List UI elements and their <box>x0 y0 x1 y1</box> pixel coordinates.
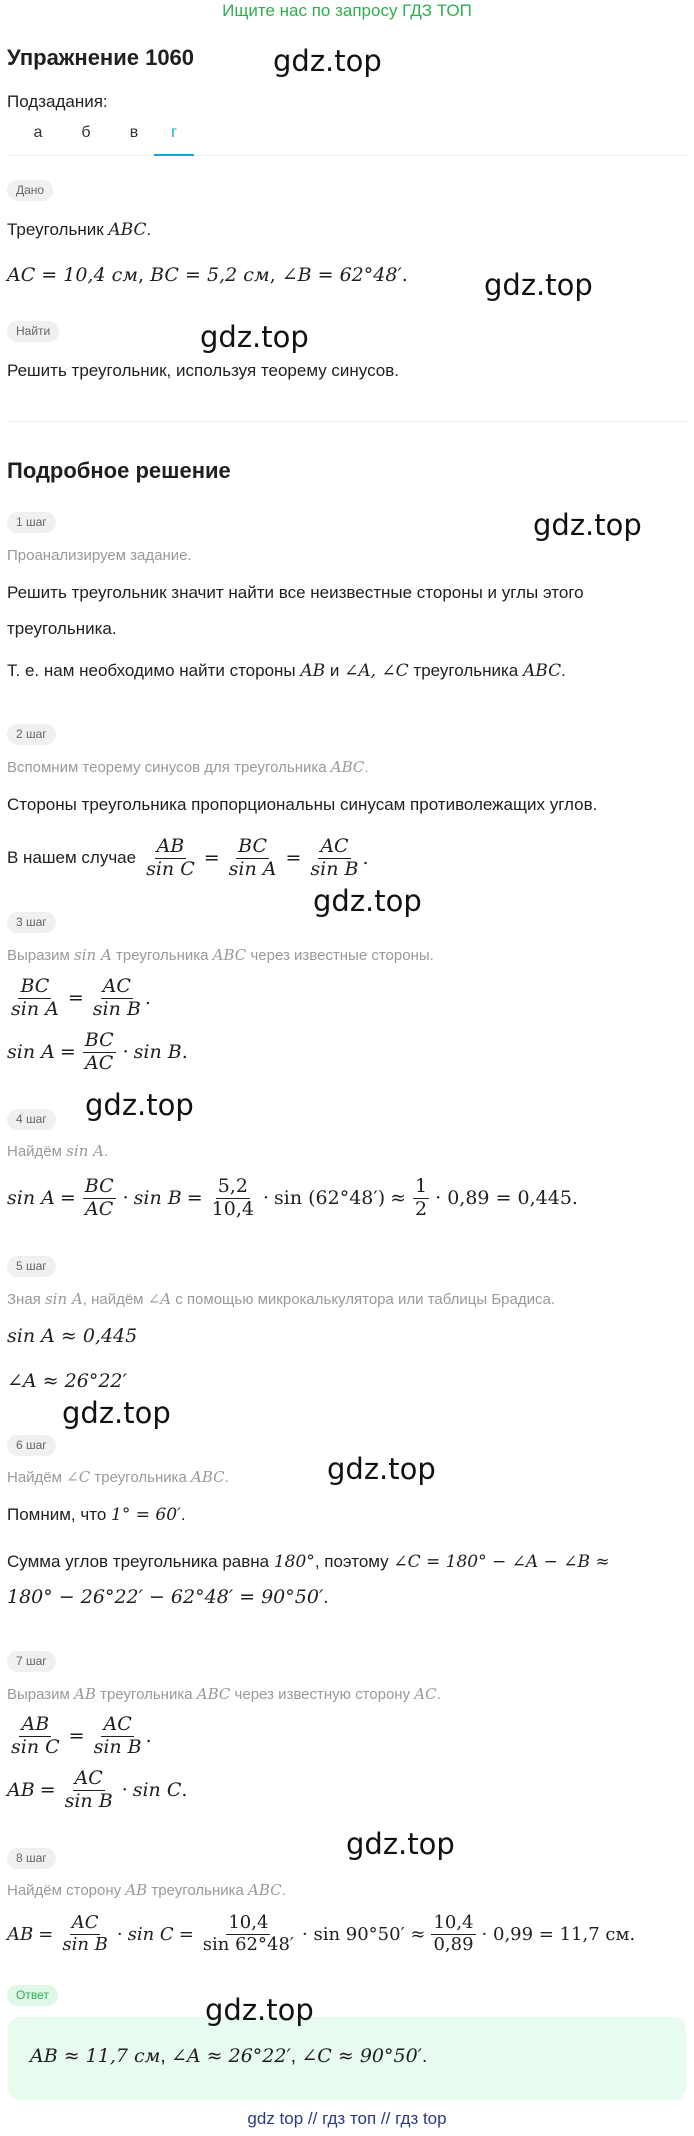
step-7-pill: 7 шаг <box>7 1651 56 1672</box>
divider <box>8 421 688 422</box>
tab-a[interactable]: а <box>33 124 43 141</box>
step-3-formula-1: $\frac{BC}{\text{sin A}}$ = $\frac{AC}{\text{sin B}}$ . <box>11 974 151 1020</box>
step-2-note-c: . <box>364 759 369 776</box>
step-1-line3 <box>7 661 566 681</box>
step-6-line2-c: , поэтому <box>314 1552 394 1571</box>
fraction <box>83 1176 116 1221</box>
denominator: sin B <box>310 857 359 880</box>
step-1-note: Проанализируем задание. <box>7 547 192 564</box>
step-3-pill: 3 шаг <box>7 912 56 933</box>
denominator: sin A <box>228 857 277 880</box>
answer-angle-a: ∠A ≈ 26°22′ <box>170 2045 291 2067</box>
step-8-note-d: ABC <box>248 1881 282 1899</box>
denominator: sin B <box>62 1933 108 1955</box>
numerator: AC <box>74 1766 103 1789</box>
step-4-formula: sin A = $\frac{BC}{AC}$ · sin B = $\frac{5,2}{10,4}$ · sin (62°48′) ≈ $\frac{1}{2}$ · 0,89 = 0,445. <box>7 1174 578 1220</box>
step-6-note-c: треугольника <box>90 1469 192 1486</box>
step-2-note-b: ABC <box>330 758 365 776</box>
step-7-note-c: треугольника <box>95 1686 197 1703</box>
answer-text <box>30 2045 427 2068</box>
step-8-note <box>7 1881 286 1899</box>
denominator: sin A <box>11 997 59 1020</box>
fraction <box>210 1176 256 1221</box>
step-7-note-b: AB <box>74 1685 96 1703</box>
step-7-note-a: Выразим <box>7 1686 75 1703</box>
numerator: BC <box>20 974 50 997</box>
fraction <box>92 1714 144 1759</box>
answer-sep-2: , <box>290 2046 302 2067</box>
numerator: 10,4 <box>433 1911 474 1933</box>
step-5-note-e: с помощью микрокалькулятора или таблицы Брадиса. <box>171 1291 555 1308</box>
sin-b: sin B <box>133 1041 182 1063</box>
step-8-note-a: Найдём сторону <box>7 1882 126 1899</box>
search-hint-banner: Ищите нас по запросу ГДЗ ТОП <box>222 1 472 20</box>
step-6-note-a: Найдём <box>7 1469 67 1486</box>
numerator: BC <box>84 1174 114 1197</box>
fraction <box>60 1913 110 1955</box>
numerator: 10,4 <box>228 1911 269 1933</box>
step-7-formula-1: $\frac{AB}{\text{sin C}}$ = $\frac{AC}{\text{sin B}}$ . <box>11 1712 152 1758</box>
step-3-note-e: через известные стороны. <box>246 947 434 964</box>
step-6-note <box>7 1468 229 1486</box>
step-5-note <box>7 1290 555 1308</box>
step-6-note-e: . <box>224 1469 229 1486</box>
step-7-note-d: ABC <box>196 1685 231 1703</box>
step-2-formula: В нашем случае $\frac{AB}{\text{sin C}}$ = $\frac{BC}{\text{sin A}}$ = $\frac{AC}{\text{sin B}}$ . <box>7 834 369 880</box>
step-6-line1-c: . <box>180 1505 186 1524</box>
fraction <box>227 836 279 881</box>
watermark: gdz.top <box>62 1396 171 1430</box>
numerator: AC <box>102 974 131 997</box>
answer-pill: Ответ <box>7 1985 58 2006</box>
step-3-note-a: Выразим <box>7 947 75 964</box>
step-1-text-g: . <box>561 661 566 680</box>
step-5-note-d: ∠A <box>147 1290 172 1308</box>
fraction <box>413 1176 429 1221</box>
step-1-text-d: ∠A, ∠C <box>344 661 409 681</box>
denominator: sin C <box>146 857 195 880</box>
step-5-line2: ∠A ≈ 26°22′ <box>7 1370 127 1392</box>
watermark: gdz.top <box>273 44 382 78</box>
step-3-note-c: треугольника <box>111 947 213 964</box>
step-1-text-b: AB <box>300 661 326 681</box>
denominator: AC <box>85 1051 114 1074</box>
step-6-line2-d: ∠C = 180° − ∠A − ∠B ≈ <box>393 1552 610 1572</box>
step-1-text-a: Т. е. нам необходимо найти стороны <box>7 661 301 680</box>
step-6-line3-end: . <box>323 1587 329 1608</box>
step-5-note-b: sin A <box>44 1290 83 1308</box>
sin-a: sin A <box>7 1187 55 1209</box>
step-7-formula-2: AB = $\frac{AC}{\text{sin B}}$ · sin C . <box>7 1766 188 1812</box>
step-5-line1: sin A ≈ 0,445 <box>7 1325 138 1347</box>
step-2-case-label: В нашем случае <box>7 848 137 867</box>
watermark: gdz.top <box>327 1452 436 1486</box>
numerator: 5,2 <box>217 1174 248 1197</box>
given-ac: AC = 10,4 см <box>7 264 138 286</box>
answer-angle-c: ∠C ≈ 90°50′ <box>301 2045 422 2067</box>
step-7-note-g: . <box>436 1686 441 1703</box>
step-6-line3-expr: 180° − 26°22′ − 62°48′ = 90°50′ <box>7 1586 324 1608</box>
step-6-line1 <box>7 1505 186 1525</box>
step-2-note <box>7 758 369 776</box>
step-5-note-c: , найдём <box>82 1291 148 1308</box>
step-6-line2-a: Сумма углов треугольника равна <box>7 1552 274 1571</box>
watermark: gdz.top <box>484 268 593 302</box>
sin-c: sin C <box>132 1779 182 1801</box>
given-pill: Дано <box>7 180 53 201</box>
step-6-pill: 6 шаг <box>7 1435 56 1456</box>
answer-end: . <box>421 2046 428 2067</box>
step-1-text-c: и <box>325 661 345 680</box>
fraction <box>9 976 61 1021</box>
step-7-note-e: через известную сторону <box>230 1686 415 1703</box>
step-3-note-d: ABC <box>212 946 247 964</box>
step-6-line1-b: 1° = 60′ <box>111 1505 181 1525</box>
denominator: 2 <box>415 1197 428 1220</box>
step-3-note-b: sin A <box>74 946 112 964</box>
step-4-note-c: . <box>103 1143 109 1160</box>
step-3-formula-2: sin A = $\frac{BC}{AC}$ · sin B . <box>7 1028 188 1074</box>
numerator: AB <box>21 1712 50 1735</box>
sin-a: sin A <box>7 1041 55 1063</box>
step-6-line3 <box>7 1586 329 1609</box>
find-pill: Найти <box>7 321 59 342</box>
step-1-text-e: треугольника <box>408 661 523 680</box>
step-2-note-a: Вспомним теорему синусов для треугольника <box>7 759 331 776</box>
step-7-note-f: AC <box>414 1685 437 1703</box>
tab-b[interactable]: б <box>81 124 91 141</box>
step-4-tail: · 0,89 = 0,445. <box>435 1187 578 1209</box>
step-6-line2 <box>7 1552 610 1572</box>
denominator: sin 62°48′ <box>202 1933 295 1955</box>
watermark: gdz.top <box>533 508 642 542</box>
step-4-pill: 4 шаг <box>7 1109 56 1130</box>
denominator: 10,4 <box>211 1197 254 1220</box>
answer-ab: AB ≈ 11,7 см <box>30 2045 161 2067</box>
step-5-note-a: Зная <box>7 1291 45 1308</box>
step-1-pill: 1 шаг <box>7 512 56 533</box>
step-1-line2: треугольника. <box>7 619 117 638</box>
denominator: 0,89 <box>433 1933 474 1955</box>
step-6-line1-a: Помним, что <box>7 1505 112 1524</box>
subtask-tabs <box>8 120 688 156</box>
denominator: AC <box>85 1197 114 1220</box>
fraction <box>144 836 197 881</box>
denominator: sin B <box>92 997 141 1020</box>
fraction <box>308 836 360 881</box>
numerator: AC <box>103 1712 132 1735</box>
watermark: gdz.top <box>346 1827 455 1861</box>
fraction <box>9 1714 62 1759</box>
fraction <box>201 1913 296 1955</box>
step-4-note-a: Найдём <box>7 1143 67 1160</box>
watermark: gdz.top <box>85 1088 194 1122</box>
step-7-note <box>7 1685 441 1703</box>
step-6-note-b: ∠C <box>66 1468 91 1486</box>
step-8-pill: 8 шаг <box>7 1848 56 1869</box>
step-8-formula: AB = $\frac{AC}{\text{sin B}}$ · sin C = $\frac{10,4}{\sin 62^\circ 48'}$ · sin 90°50′ ≈ $\frac{10,4}{0,89}$ · 0,99 = 11,7 см. <box>7 1911 636 1955</box>
step-8-tail: · 0,99 = 11,7 см. <box>481 1923 636 1945</box>
fraction <box>91 976 143 1021</box>
watermark: gdz.top <box>313 884 422 918</box>
given-triangle-prefix: Треугольник <box>7 220 109 239</box>
step-2-line1: Стороны треугольника пропорциональны синусам противолежащих углов. <box>7 795 598 814</box>
step-6-line2-b: 180° <box>273 1552 315 1572</box>
given-triangle: Треугольник ABC. <box>7 220 152 240</box>
step-4-note-b: sin A <box>66 1142 104 1160</box>
fraction <box>63 1768 115 1813</box>
watermark: gdz.top <box>200 320 309 354</box>
step-3-note <box>7 946 434 964</box>
step-6-note-d: ABC <box>191 1468 225 1486</box>
given-triangle-name: ABC <box>108 220 147 240</box>
denominator: sin C <box>11 1735 60 1758</box>
sin-argument: sin (62°48′) <box>274 1187 386 1209</box>
watermark: gdz.top <box>205 1993 314 2027</box>
find-text: Решить треугольник, используя теорему синусов. <box>7 361 400 380</box>
step-1-text-f: ABC <box>523 661 562 681</box>
fraction <box>431 1913 475 1955</box>
footer-links[interactable]: gdz top // гдз топ // гдз top <box>247 2109 447 2128</box>
given-bc: BC = 5,2 см <box>150 264 270 286</box>
numerator: AC <box>320 834 349 857</box>
fraction <box>83 1030 116 1075</box>
numerator: BC <box>238 834 268 857</box>
step-8-note-e: . <box>281 1882 286 1899</box>
solution-title: Подробное решение <box>7 458 231 483</box>
step-1-line1: Решить треугольник значит найти все неизвестные стороны и углы этого <box>7 583 584 602</box>
ab: AB <box>7 1779 35 1801</box>
given-values: AC = 10,4 см, BC = 5,2 см, ∠B = 62°48′. <box>7 264 408 286</box>
denominator: sin B <box>64 1789 113 1812</box>
exercise-title: Упражнение 1060 <box>7 45 195 70</box>
step-8-mid: · sin 90°50′ ≈ <box>302 1923 426 1945</box>
tab-g[interactable]: г <box>154 124 194 156</box>
sin-b: sin B <box>133 1187 182 1209</box>
step-2-pill: 2 шаг <box>7 724 56 745</box>
subtasks-label: Подзадания: <box>7 92 108 111</box>
numerator: 1 <box>415 1174 428 1197</box>
numerator: AC <box>71 1911 99 1933</box>
numerator: AB <box>156 834 185 857</box>
given-angle: ∠B = 62°48′ <box>281 264 402 286</box>
ab: AB <box>7 1923 34 1945</box>
tab-v[interactable]: в <box>129 124 139 141</box>
denominator: sin B <box>93 1735 142 1758</box>
step-8-note-c: треугольника <box>147 1882 249 1899</box>
sin-c: sin C <box>127 1923 174 1945</box>
answer-sep-1: , <box>160 2046 171 2067</box>
step-8-note-b: AB <box>125 1881 148 1899</box>
step-4-note <box>7 1142 108 1160</box>
step-5-pill: 5 шаг <box>7 1256 56 1277</box>
numerator: BC <box>84 1028 114 1051</box>
